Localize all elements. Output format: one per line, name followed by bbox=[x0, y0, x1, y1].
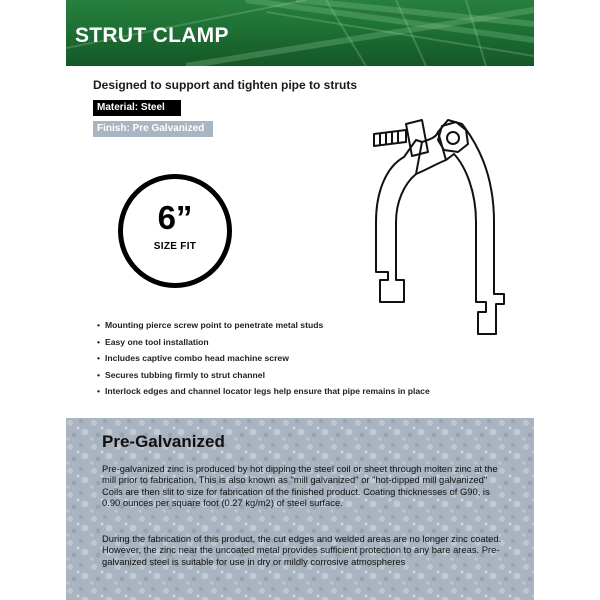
bullet: • bbox=[97, 336, 101, 347]
bullet: • bbox=[97, 386, 101, 396]
tagline: Designed to support and tighten pipe to struts bbox=[93, 78, 357, 92]
feature-item: • Easy one tool installation bbox=[97, 334, 430, 351]
size-value: 6” bbox=[157, 199, 193, 236]
feature-item: • Includes captive combo head machine screw bbox=[97, 350, 430, 367]
banner-title: STRUT CLAMP bbox=[75, 24, 229, 47]
galvanized-paragraph-1: Pre-galvanized zinc is produced by hot dipping the steel coil or sheet through molten zinc at the mill prior to fabrication. This is also known as "mill galvanized" or "hot-dipped mill galvanized" Coils are then slit to size for fabrication of the finished product. Coating thicknesses of G90, is 0.90 ounces per square foot (0.27 kg/m2) of steel surface. bbox=[102, 463, 498, 509]
size-label: SIZE FIT bbox=[153, 241, 197, 252]
bullet: • bbox=[97, 320, 101, 330]
size-fit-badge bbox=[118, 174, 232, 288]
product-sheet bbox=[66, 0, 534, 600]
feature-list bbox=[97, 317, 430, 400]
feature-item: • Mounting pierce screw point to penetrate metal studs bbox=[97, 317, 430, 334]
bullet: • bbox=[97, 369, 101, 380]
bullet: • bbox=[97, 353, 101, 363]
feature-item: • Secures tubbing firmly to strut channel bbox=[97, 367, 430, 384]
galvanized-title: Pre-Galvanized bbox=[102, 432, 225, 451]
material-tag: Material: Steel bbox=[93, 100, 181, 116]
finish-tag: Finish: Pre Galvanized bbox=[93, 121, 213, 137]
galvanized-paragraph-2: During the fabrication of this product, the cut edges and welded areas are no longer zinc coated. However, the zinc near the uncoated metal provides sufficient protection to any bare areas. Pre-galvanized steel is suitable for use in dry or mildly corrosive atmospheres bbox=[102, 533, 502, 567]
feature-item: • Interlock edges and channel locator legs help ensure that pipe remains in place bbox=[97, 383, 430, 400]
header-banner bbox=[66, 0, 534, 66]
pre-galvanized-panel bbox=[66, 418, 534, 600]
strut-clamp-illustration bbox=[366, 112, 516, 342]
